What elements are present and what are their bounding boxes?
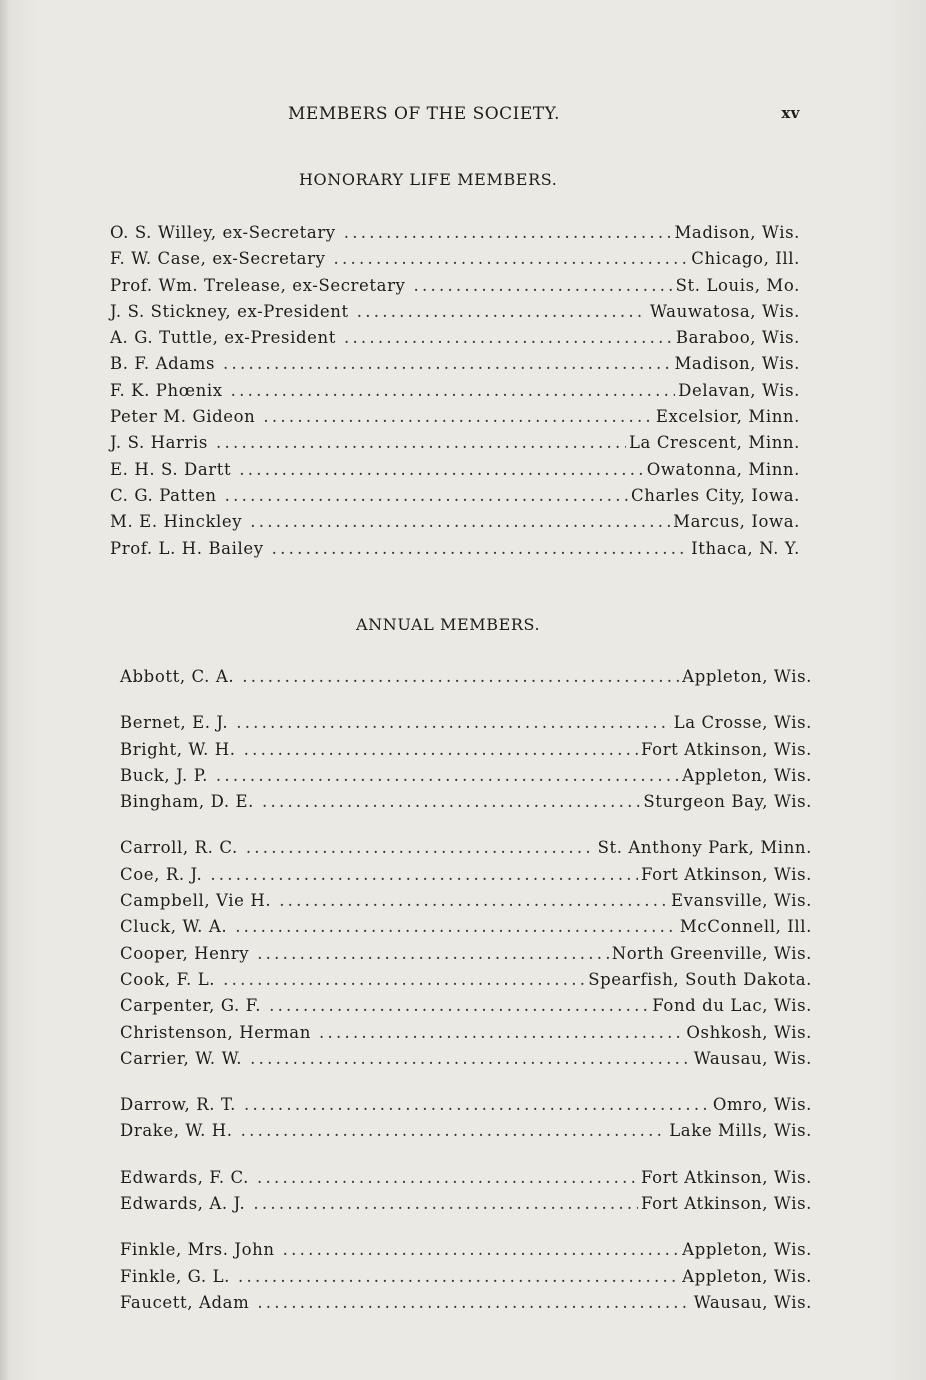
dot-leader <box>413 273 672 299</box>
member-name: Christenson, Herman <box>120 1022 311 1042</box>
member-name: F. K. Phœnix <box>110 380 223 400</box>
dot-leader <box>223 351 671 377</box>
member-place: Charles City, Iowa. <box>631 485 800 505</box>
member-place: Sturgeon Bay, Wis. <box>643 792 812 812</box>
dot-leader <box>263 404 652 430</box>
member-place: Delavan, Wis. <box>678 380 800 400</box>
member-place: Appleton, Wis. <box>682 765 812 785</box>
member-name: Bright, W. H. <box>120 739 236 759</box>
member-row <box>120 1165 812 1191</box>
member-row <box>110 457 800 483</box>
member-place: Appleton, Wis. <box>682 1240 812 1260</box>
member-name: Prof. Wm. Trelease, ex-Secretary <box>110 275 406 295</box>
member-name: Carpenter, G. F. <box>120 996 262 1016</box>
member-place: Chicago, Ill. <box>691 249 800 269</box>
member-place: St. Anthony Park, Minn. <box>597 838 812 858</box>
member-name: Faucett, Adam <box>120 1292 250 1312</box>
member-place: Fort Atkinson, Wis. <box>641 739 812 759</box>
member-name: Abbott, C. A. <box>120 667 235 686</box>
member-row <box>120 914 812 940</box>
dot-leader <box>269 993 649 1019</box>
dot-leader <box>344 325 673 351</box>
member-place: Ithaca, N. Y. <box>691 538 800 558</box>
dot-leader <box>239 457 643 483</box>
dot-leader <box>235 914 677 940</box>
dot-leader <box>279 888 668 914</box>
member-name: Cluck, W. A. <box>120 917 228 937</box>
dot-leader <box>216 763 679 789</box>
dot-leader <box>257 1290 690 1316</box>
dot-leader <box>257 941 609 967</box>
member-row <box>110 536 800 562</box>
member-row <box>120 1290 812 1316</box>
member-place: La Crosse, Wis. <box>673 713 812 733</box>
member-name: J. S. Harris <box>110 433 208 453</box>
dot-leader <box>210 862 638 888</box>
dot-leader <box>262 789 640 815</box>
member-name: F. W. Case, ex-Secretary <box>110 249 326 269</box>
dot-leader <box>253 1191 638 1217</box>
dot-leader <box>238 1264 679 1290</box>
member-name: J. S. Stickney, ex-President <box>110 301 349 321</box>
member-place: Oshkosh, Wis. <box>686 1022 812 1042</box>
dot-leader <box>246 835 595 861</box>
member-row <box>120 763 812 789</box>
dot-leader <box>223 967 585 993</box>
member-place: Fort Atkinson, Wis. <box>641 1167 812 1187</box>
member-name: Campbell, Vie H. <box>120 891 272 911</box>
member-place: Madison, Wis. <box>674 223 800 242</box>
member-place: Wausau, Wis. <box>693 1048 812 1068</box>
member-row <box>120 1237 812 1263</box>
member-place: Fond du Lac, Wis. <box>652 996 812 1016</box>
member-place: McConnell, Ill. <box>679 917 812 937</box>
member-place: Marcus, Iowa. <box>673 512 800 532</box>
member-row <box>120 835 812 861</box>
member-row <box>120 993 812 1019</box>
member-name: M. E. Hinckley <box>110 512 243 532</box>
dot-leader <box>283 1237 680 1263</box>
member-row <box>120 1191 812 1217</box>
member-row <box>110 299 800 325</box>
member-name: Cooper, Henry <box>120 943 250 963</box>
member-name: Finkle, Mrs. John <box>120 1240 275 1260</box>
member-row <box>120 1020 812 1046</box>
dot-leader <box>241 1118 667 1144</box>
member-name: A. G. Tuttle, ex-President <box>110 328 336 348</box>
member-row <box>110 325 800 351</box>
member-name: Edwards, F. C. <box>120 1167 250 1187</box>
member-place: North Greenville, Wis. <box>611 943 812 963</box>
dot-leader <box>357 299 647 325</box>
member-place: Owatonna, Minn. <box>646 459 800 479</box>
dot-leader <box>344 220 672 246</box>
dot-leader <box>250 509 670 535</box>
member-name: C. G. Patten <box>110 485 217 505</box>
annual-heading: ANNUAL MEMBERS. <box>356 615 541 634</box>
member-name: Carrier, W. W. <box>120 1048 243 1068</box>
dot-leader <box>242 664 679 690</box>
running-header <box>110 104 800 128</box>
member-row <box>120 1118 812 1144</box>
dot-leader <box>236 710 670 736</box>
honorary-members-list <box>110 220 800 562</box>
member-place: Lake Mills, Wis. <box>669 1121 812 1141</box>
member-place: Baraboo, Wis. <box>675 328 800 348</box>
member-name: B. F. Adams <box>110 354 216 374</box>
member-name: Prof. L. H. Bailey <box>110 538 264 558</box>
honorary-heading: HONORARY LIFE MEMBERS. <box>299 170 558 189</box>
member-row <box>120 710 812 736</box>
member-row <box>110 509 800 535</box>
member-place: La Crescent, Minn. <box>628 433 800 453</box>
member-row <box>110 430 800 456</box>
member-place: Excelsior, Minn. <box>655 407 800 427</box>
member-place: St. Louis, Mo. <box>675 275 800 295</box>
page-number: xv <box>781 104 800 122</box>
member-row <box>110 220 800 246</box>
member-row <box>120 737 812 763</box>
member-name: Drake, W. H. <box>120 1121 233 1141</box>
member-row <box>120 862 812 888</box>
member-place: Evansville, Wis. <box>671 891 812 911</box>
member-place: Wausau, Wis. <box>693 1292 812 1312</box>
member-name: Edwards, A. J. <box>120 1194 246 1214</box>
member-place: Wauwatosa, Wis. <box>650 301 800 321</box>
member-row <box>120 888 812 914</box>
member-row <box>120 1046 812 1072</box>
annual-members-list <box>120 664 812 1316</box>
member-row <box>120 941 812 967</box>
member-name: Bingham, D. E. <box>120 792 255 812</box>
dot-leader <box>244 1092 710 1118</box>
dot-leader <box>231 378 676 404</box>
page-title: MEMBERS OF THE SOCIETY. <box>288 104 561 124</box>
member-name: O. S. Willey, ex-Secretary <box>110 223 336 242</box>
member-name: Bernet, E. J. <box>120 713 229 733</box>
dot-leader <box>319 1020 683 1046</box>
member-row <box>110 246 800 272</box>
member-name: Buck, J. P. <box>120 765 208 785</box>
member-row <box>120 664 812 690</box>
dot-leader <box>225 483 628 509</box>
member-row <box>120 1092 812 1118</box>
member-place: Fort Atkinson, Wis. <box>641 864 812 884</box>
member-name: Finkle, G. L. <box>120 1266 230 1286</box>
member-name: Coe, R. J. <box>120 864 203 884</box>
member-name: Peter M. Gideon <box>110 407 256 427</box>
member-name: Carroll, R. C. <box>120 838 238 858</box>
member-place: Appleton, Wis. <box>682 667 812 686</box>
member-name: Cook, F. L. <box>120 969 216 989</box>
member-place: Appleton, Wis. <box>682 1266 812 1286</box>
member-row <box>110 404 800 430</box>
member-row <box>110 483 800 509</box>
member-name: Darrow, R. T. <box>120 1095 236 1115</box>
dot-leader <box>334 246 689 272</box>
member-row <box>110 351 800 377</box>
member-place: Omro, Wis. <box>712 1095 812 1115</box>
dot-leader <box>216 430 626 456</box>
member-place: Fort Atkinson, Wis. <box>641 1194 812 1214</box>
member-row <box>120 789 812 815</box>
dot-leader <box>257 1165 638 1191</box>
member-row <box>110 378 800 404</box>
member-place: Spearfish, South Dakota. <box>588 969 812 989</box>
dot-leader <box>244 737 638 763</box>
member-name: E. H. S. Dartt <box>110 459 232 479</box>
member-row <box>110 273 800 299</box>
member-place: Madison, Wis. <box>674 354 800 374</box>
dot-leader <box>272 536 688 562</box>
member-row <box>120 967 812 993</box>
member-row <box>120 1264 812 1290</box>
dot-leader <box>250 1046 691 1072</box>
